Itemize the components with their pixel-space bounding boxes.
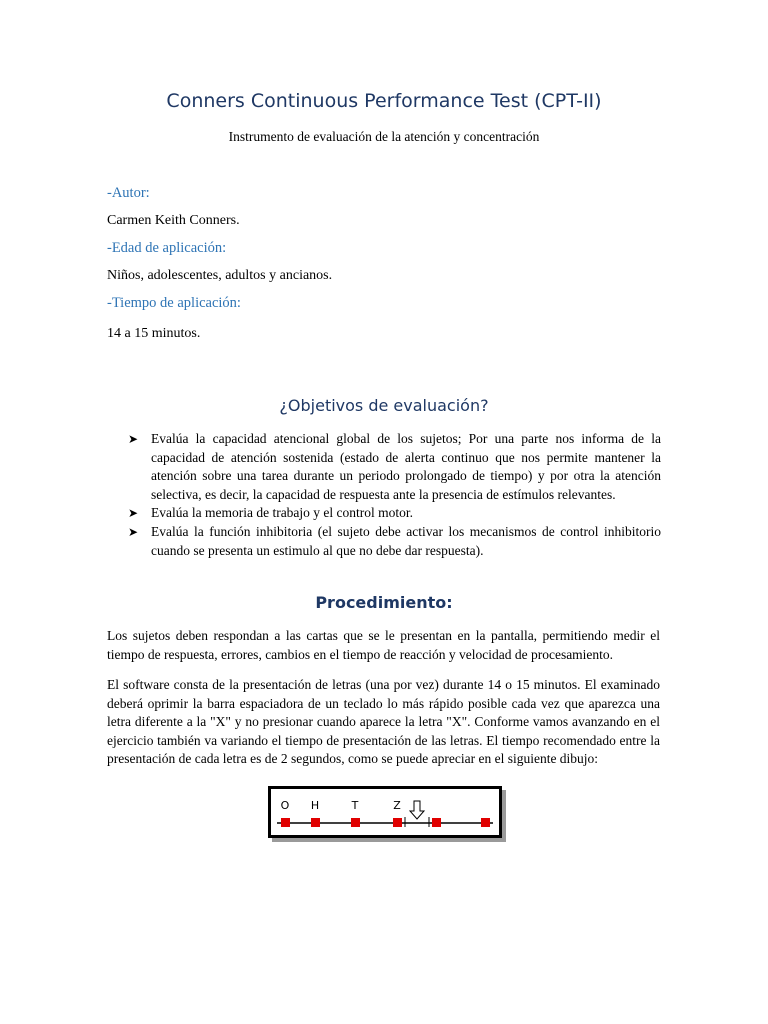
down-arrow-icon [410,801,424,819]
objectives-heading: ¿Objetivos de evaluación? [279,396,489,415]
objectives-list [128,430,661,560]
procedure-paragraph-1: Los sujetos deben respondan a las cartas que se le presentan en la pantalla, permitiendo medir el tiempo de respuesta, errores, cambios en el tiempo de reacción y velocidad de procesamiento. [107,628,660,662]
time-value: 14 a 15 minutos. [107,326,201,341]
author-value: Carmen Keith Conners. [107,213,240,228]
timeline-letter: O [280,799,290,812]
stimulus-marker [281,818,290,827]
stimulus-marker [481,818,490,827]
age-label: -Edad de aplicación: [107,240,227,256]
procedure-paragraph-2: El software consta de la presentación de letras (una por vez) durante 14 o 15 minutos. El examinado deberá oprimir la barra espaciadora de un teclado lo más rápido posible cada vez que aparezca una letra diferente a la "X" y no presionar cuando aparece la letra "X". Conforme vamos avanzando en el ejercicio también va variando el tiempo de presentación de las letras. El tiempo recomendado entre la presentación de cada letra es de 2 segundos, como se puede apreciar en el siguiente dibujo: [107,677,660,767]
author-label: -Autor: [107,185,150,201]
letter-timeline-diagram [268,786,502,838]
stimulus-marker [351,818,360,827]
list-item-text: Evalúa la capacidad atencional global de los sujetos; Por una parte nos informa de la capacidad de atención sostenida (estado de alerta continuo que nos permite mantener la atención sobre una tarea durante un periodo prolongado de tiempo) y por otra la atención selectiva, es decir, la capacidad de respuesta ante la presencia de estímulos relevantes. [151,431,661,502]
stimulus-marker [393,818,402,827]
list-item [128,430,661,504]
document-title: Conners Continuous Performance Test (CPT-II) [166,90,602,112]
list-item [128,504,661,523]
stimulus-marker [432,818,441,827]
age-value: Niños, adolescentes, adultos y ancianos. [107,268,333,283]
document-subtitle: Instrumento de evaluación de la atención y concentración [228,129,540,144]
list-item-text: Evalúa la función inhibitoria (el sujeto debe activar los mecanismos de control inhibitorio cuando se presenta un estimulo al que no debe dar respuesta). [151,523,661,558]
timeline-letter: H [310,799,320,812]
list-item [128,523,661,560]
list-item-text: Evalúa la memoria de trabajo y el control motor. [151,505,414,521]
timeline-svg [271,789,499,835]
procedure-heading: Procedimiento: [315,593,453,612]
stimulus-marker [311,818,320,827]
timeline-letter: Z [393,799,401,812]
timeline-letter: T [351,799,359,812]
arrow-bullet-icon: ➤ [128,432,139,446]
arrow-bullet-icon: ➤ [128,506,139,521]
time-label: -Tiempo de aplicación: [107,295,241,311]
arrow-bullet-icon: ➤ [128,524,139,539]
